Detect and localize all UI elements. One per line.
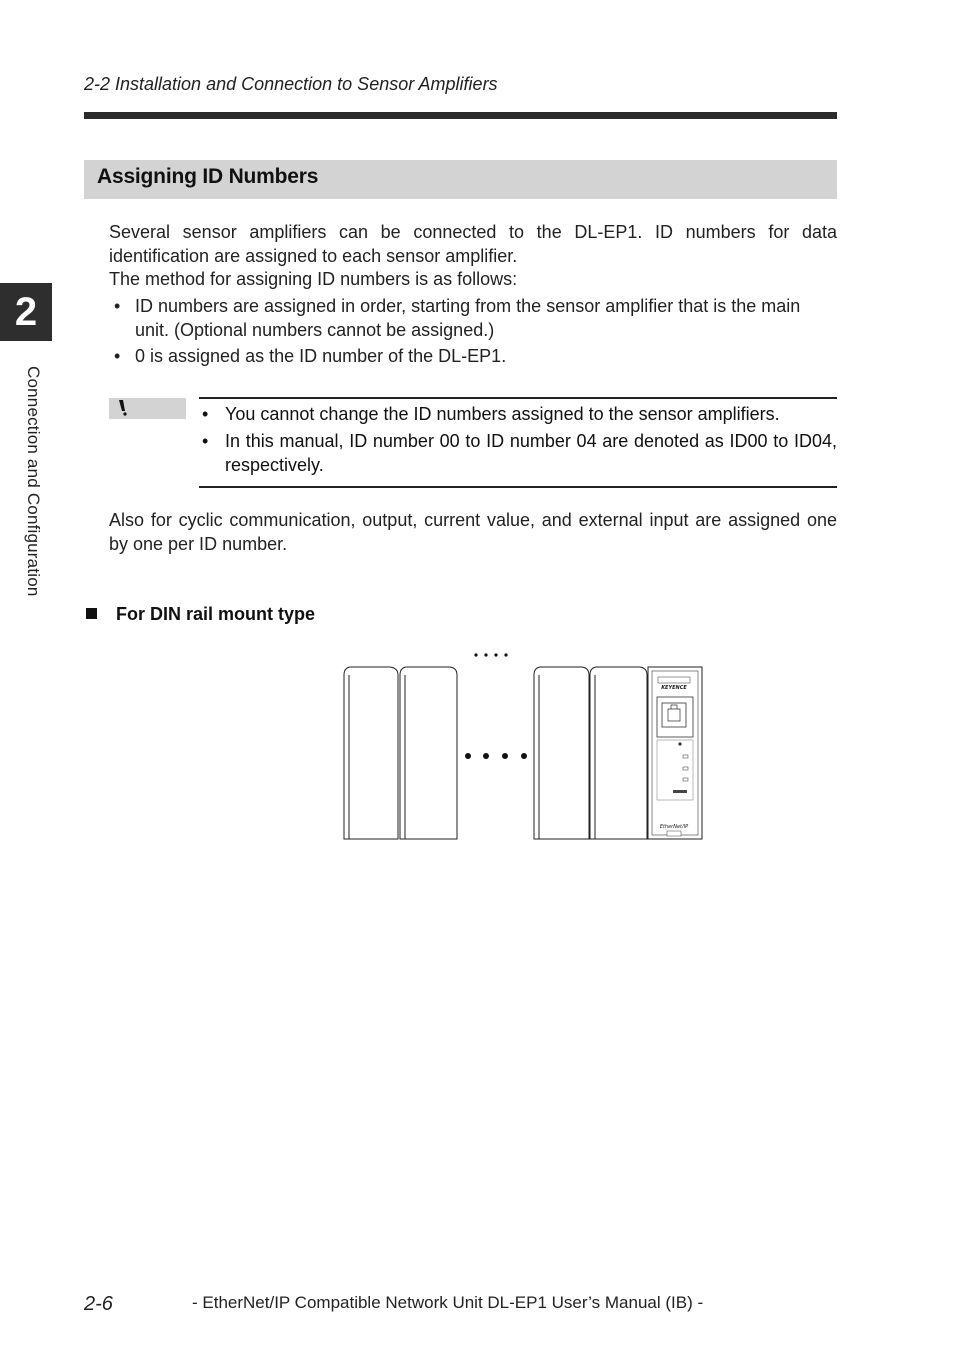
list-item: [114, 295, 814, 342]
intro-paragraph: Several sensor amplifiers can be connected to the DL-EP1. ID numbers for data identification are assigned to each sensor amplifier.: [109, 222, 837, 266]
bullet-glyph: •: [202, 404, 209, 424]
chapter-number-tab: 2: [0, 283, 52, 341]
ellipsis-top: [474, 653, 507, 656]
bullet-glyph: •: [114, 346, 121, 366]
note-item-text: You cannot change the ID numbers assigned to the sensor amplifiers.: [225, 404, 780, 424]
cyclic-paragraph: Also for cyclic communication, output, current value, and external input are assigned one by one per ID number.: [109, 510, 837, 554]
square-bullet-icon: [86, 608, 97, 619]
sensor-amplifier-unit: [534, 667, 589, 839]
ethernet-port-icon: [662, 703, 686, 727]
page-number: 2-6: [84, 1293, 113, 1315]
bullet-glyph: •: [114, 296, 121, 316]
din-rail-heading: For DIN rail mount type: [86, 604, 315, 625]
list-item-text: ID numbers are assigned in order, starting from the sensor amplifier that is the main unit. (Optional numbers cannot be assigned.): [135, 296, 801, 340]
dl-ep1-network-unit: [648, 667, 702, 839]
pencil-note-icon: [116, 399, 130, 417]
running-head: 2-2 Installation and Connection to Sensor Amplifiers: [84, 74, 498, 94]
ellipsis-middle: [465, 753, 527, 759]
header-rule: [84, 112, 837, 119]
network-label: EtherNet/IP: [659, 824, 689, 830]
method-line: The method for assigning ID numbers is as follows:: [109, 269, 518, 289]
bullet-glyph: •: [202, 431, 209, 451]
sensor-amplifier-unit: [344, 667, 398, 839]
sensor-amplifier-unit: [400, 667, 457, 839]
list-item: [114, 345, 814, 369]
sensor-amplifier-unit: [590, 667, 647, 839]
note-item-text: In this manual, ID number 00 to ID number 04 are denoted as ID00 to ID04, respectively.: [225, 431, 837, 475]
brand-label: KEYENCE: [661, 685, 687, 691]
footer-manual-title: - EtherNet/IP Compatible Network Unit DL-EP1 User’s Manual (IB) -: [192, 1293, 704, 1312]
din-rail-illustration: [340, 645, 706, 845]
section-title: Assigning ID Numbers: [97, 165, 319, 188]
note-item: [202, 430, 837, 477]
list-item-text: 0 is assigned as the ID number of the DL-EP1.: [135, 346, 507, 366]
note-item: [202, 403, 837, 427]
note-bottom-rule: [199, 486, 837, 488]
chapter-side-label: Connection and Configuration: [24, 366, 43, 597]
note-icon-bar: [109, 398, 186, 419]
note-top-rule: [199, 397, 837, 399]
